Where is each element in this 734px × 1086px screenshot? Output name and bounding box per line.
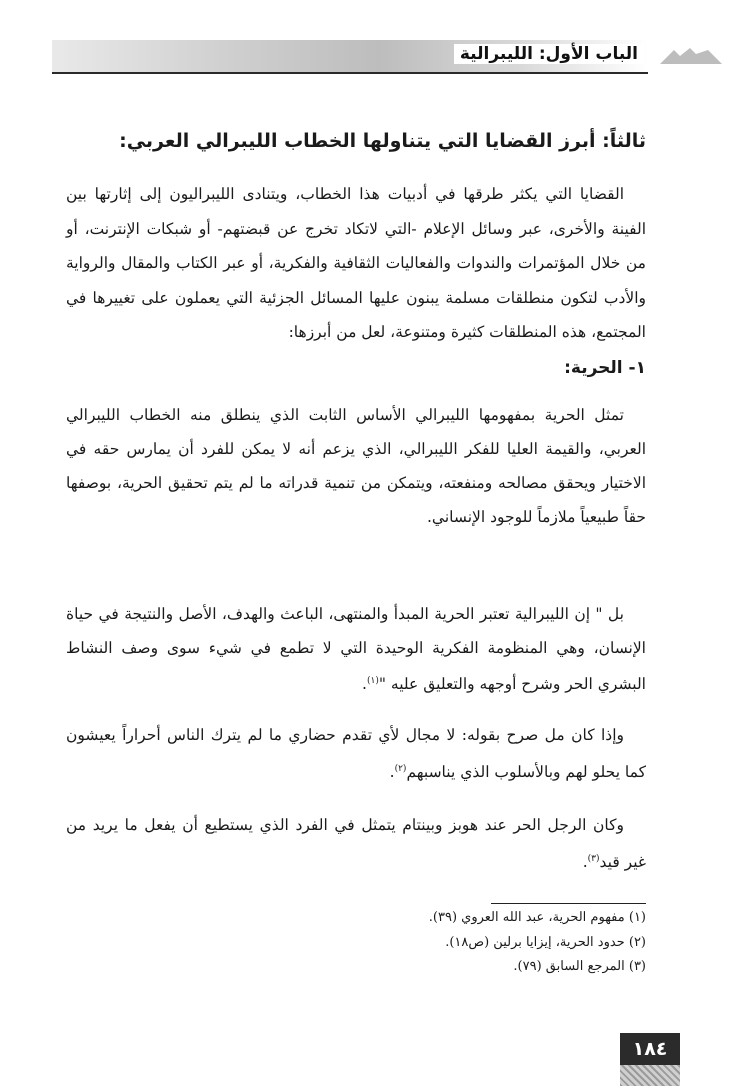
footnote-3: (٣) المرجع السابق (٧٩). — [513, 959, 646, 974]
header-ornament-icon — [656, 44, 726, 70]
subsection-heading: ١- الحرية: — [564, 358, 646, 378]
footnote-2: (٢) حدود الحرية، إيزايا برلين (ص١٨). — [445, 934, 646, 950]
paragraph-2-block — [66, 598, 646, 702]
paragraph-3-text: وإذا كان مل صرح بقوله: لا مجال لأي تقدم حضاري ما لم يترك الناس أحراراً يعيشون كما يحلو لهم وبالأسلوب الذي يناسبهم — [66, 726, 646, 782]
intro-paragraph-block — [66, 177, 646, 350]
paragraph-2 — [66, 598, 646, 702]
paragraph-2-text: بل " إن الليبرالية تعتبر الحرية المبدأ والمنتهى، الباعث والهدف، الأصل والنتيجة في حياة الإنسان، وهي المنظومة الفكرية الوحيدة التي لا تطمع في شيء سوى وصف النشاط البشري الحر وشرح أوجهه والتعليق عليه " — [66, 605, 646, 694]
paragraph-1: تمثل الحرية بمفهومها الليبرالي الأساس الثابت الذي ينطلق منه الخطاب الليبرالي العربي، والقيمة العليا للفكر الليبرالي، الذي يزعم أنه لا يمكن للفرد أن يمارس حقه في الاختيار ويحقق مصالحه ومنفعته، ويتمكن من تنمية قدراته ما لم يتم تحقيق الحرية، بوصفها حقاً طبيعياً ملازماً للوجود الإنساني. — [66, 406, 646, 526]
paragraph-4-block — [66, 808, 646, 879]
footnote-divider — [491, 903, 646, 904]
paragraph-1-block — [66, 398, 646, 534]
footnote-1: (١) مفهوم الحرية، عبد الله العروي (٣٩). — [428, 910, 646, 925]
page-number: ١٨٤ — [620, 1033, 680, 1065]
chapter-title: الباب الأول: الليبرالية — [454, 44, 644, 64]
footnote-ref-2[interactable]: (٢) — [394, 764, 407, 774]
paragraph-2-end: . — [362, 675, 367, 694]
intro-paragraph: القضايا التي يكثر طرقها في أدبيات هذا الخطاب، ويتنادى الليبراليون إلى إثارتها بين الفينة والأخرى، عبر وسائل الإعلام -التي لاتكاد تخرج عن قبضتهم- أو شبكات الإنترنت، أو من خلال المؤتمرات والندوات والفعاليات الثقافية والفكرية، أو عبر الكتاب والمقال والرواية والأدب لتكون منطلقات مسلمة يبنون عليها المسائل الجزئية التي يعملون على تغييرها في المجتمع، هذه المنطلقات كثيرة ومتنوعة، لعل من أبرزها: — [66, 185, 646, 341]
section-heading: ثالثاً: أبرز القضايا التي يتناولها الخطاب الليبرالي العربي: — [119, 130, 646, 152]
paragraph-4-text: وكان الرجل الحر عند هوبز وبينتام يتمثل في الفرد الذي يستطيع أن يفعل ما يريد من غير قيد — [66, 816, 646, 872]
paragraph-4-end: . — [582, 853, 588, 872]
paragraph-3 — [66, 718, 646, 789]
paragraph-3-block — [66, 718, 646, 789]
paragraph-4 — [66, 808, 646, 879]
footnotes — [86, 906, 646, 980]
footnote-ref-3[interactable]: (٣) — [587, 854, 600, 864]
paragraph-3-end: . — [389, 763, 395, 782]
footnote-ref-1[interactable]: (١) — [366, 676, 379, 686]
page-number-tab — [620, 1065, 680, 1086]
